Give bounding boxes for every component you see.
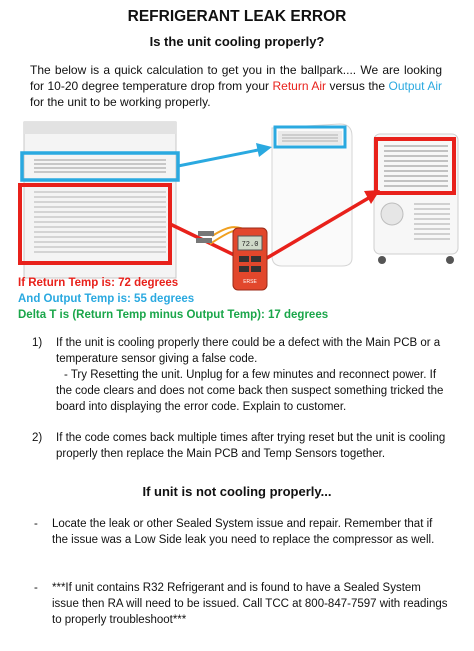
step-1-number: 1): [32, 337, 43, 349]
window-ac-unit: [20, 122, 178, 278]
bullet-2-mark: -: [34, 582, 38, 594]
bullet-2-text: ***If unit contains R32 Refrigerant and is found to have a Sealed System issue then RA will need to be issued. Call TCC at 800-847-7597 with readings to properly troubleshoot***: [52, 582, 448, 626]
thermometer-brand: ERSE: [243, 279, 257, 285]
page-title: REFRIGERANT LEAK ERROR: [127, 8, 347, 25]
delta-t-line: Delta T is (Return Temp minus Output Temp): 17 degrees: [18, 309, 329, 321]
step-2-text: If the code comes back multiple times after trying reset but the unit is cooling properly then replace the Main PCB and Temp Sensors together.: [56, 432, 446, 460]
page-subtitle: Is the unit cooling properly?: [149, 34, 325, 49]
step-1-subtext: - Try Resetting the unit. Unplug for a few minutes and reconnect power. If the code clears and does not come back then suspect something tricked the board into displaying the error code. Explain to customer.: [56, 369, 444, 413]
intro-text-2: versus the: [326, 79, 389, 93]
step-2-number: 2): [32, 432, 43, 444]
portable-ac-rear: [374, 134, 458, 264]
return-temp-line: If Return Temp is: 72 degrees: [18, 277, 179, 289]
output-temp-line: And Output Temp is: 55 degrees: [18, 293, 195, 305]
output-arrow: [178, 143, 272, 166]
thermometer-readout: 72.0: [241, 241, 259, 249]
intro-text-3: for the unit to be working properly.: [30, 95, 211, 109]
not-cooling-heading: If unit is not cooling properly...: [142, 484, 332, 499]
temperature-calculation: [18, 275, 328, 323]
step-1-text: If the unit is cooling properly there could be a defect with the Main PCB or a temperature sensor giving a false code.: [56, 337, 441, 365]
portable-ac-unit: [272, 124, 352, 266]
rear-exhaust-port: [381, 203, 403, 225]
intro-text-1: The below is a quick calculation to get you in the ballpark.... We are looking for 10-20 degree temperature drop from your: [30, 63, 442, 93]
bullet-1-text: Locate the leak or other Sealed System issue and repair. Remember that if the issue was a Low Side leak you need to replace the compressor as well.: [52, 518, 435, 546]
bullet-1-mark: -: [34, 518, 38, 530]
output-air-label: Output Air: [388, 79, 442, 93]
return-air-label: Return Air: [272, 79, 327, 93]
